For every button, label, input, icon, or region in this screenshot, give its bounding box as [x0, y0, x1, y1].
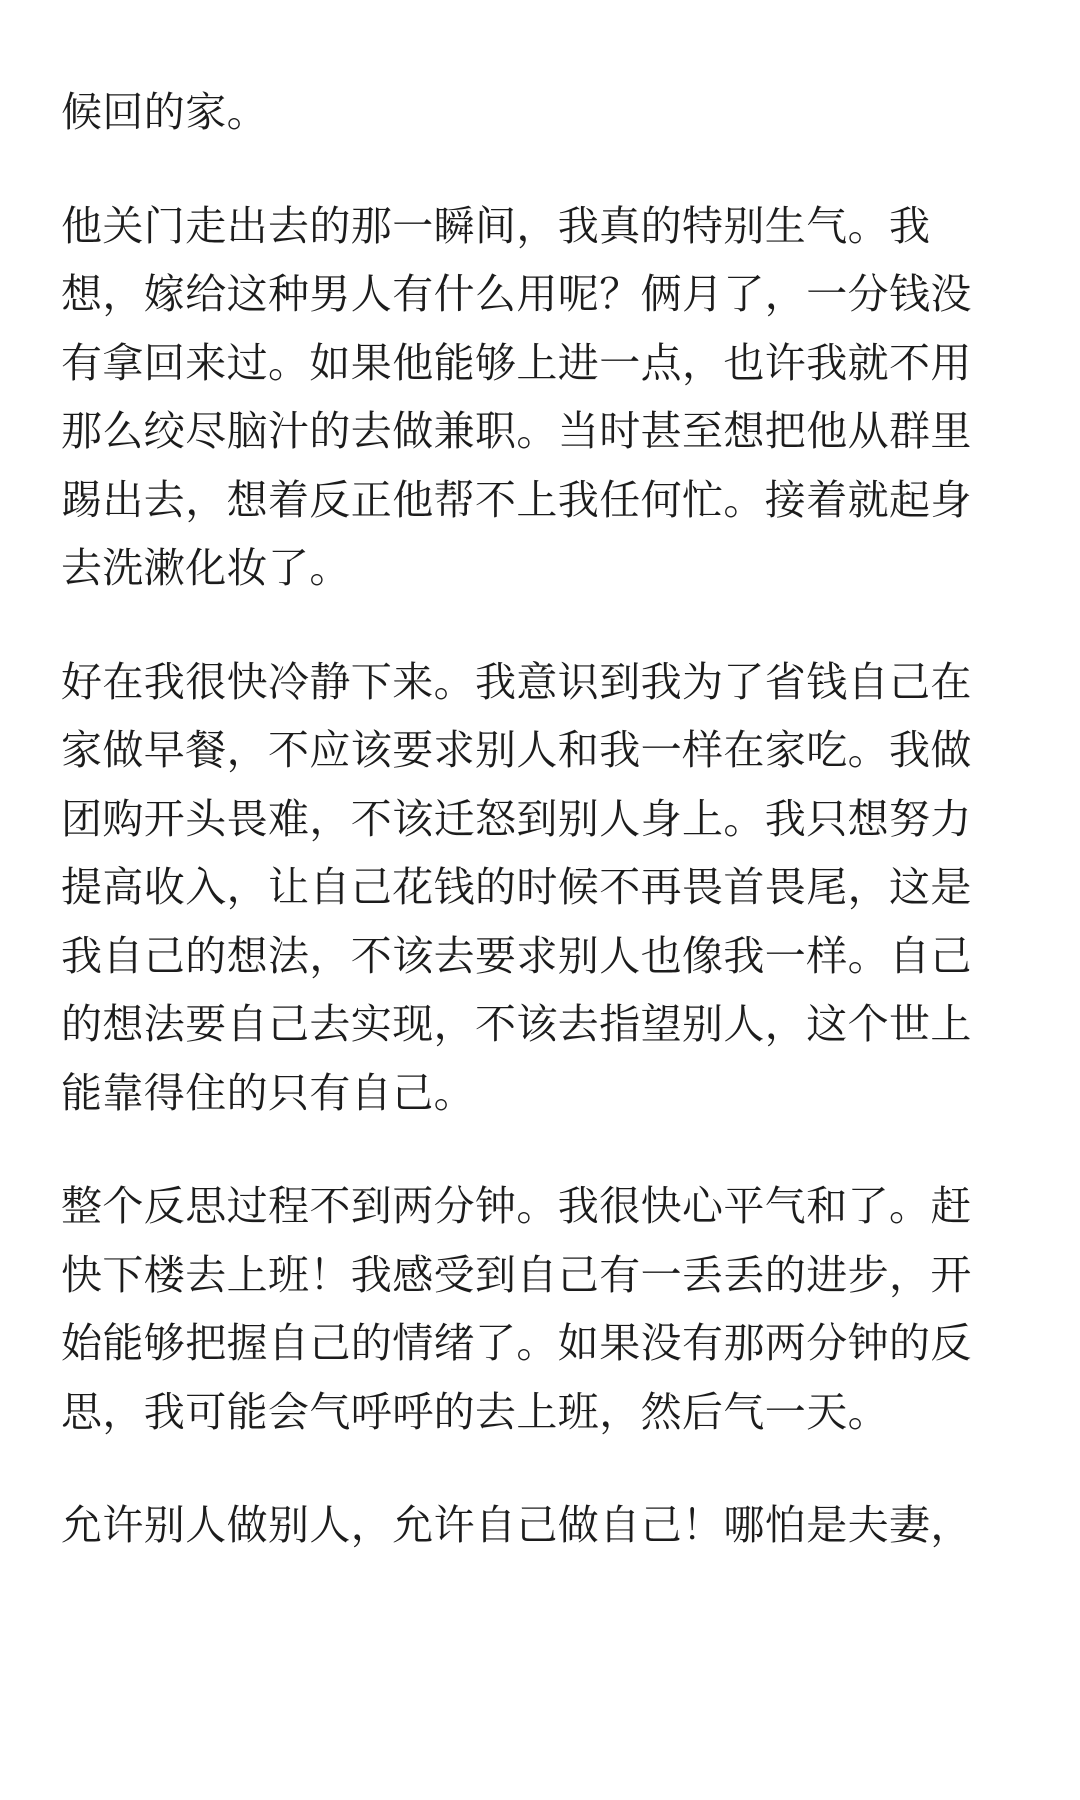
- text-line: 我自己的想法，不该去要求别人也像我一样。自己: [61, 931, 972, 980]
- text-line: 快下楼去上班！我感受到自己有一丢丢的进步，开: [61, 1250, 972, 1299]
- text-line: 想，嫁给这种男人有什么用呢？俩月了，一分钱没: [61, 270, 972, 318]
- text-line: 他关门走出去的那一瞬间，我真的特别生气。我: [61, 201, 931, 250]
- text-line: 整个反思过程不到两分钟。我很快心平气和了。赶: [61, 1182, 972, 1230]
- text-line: 家做早餐，不应该要求别人和我一样在家吃。我做: [61, 726, 972, 774]
- text-line: 允许别人做别人，允许自己做自己！哪怕是夫妻，: [61, 1501, 972, 1549]
- text-line: 有拿回来过。如果他能够上进一点，也许我就不用: [61, 338, 972, 387]
- text-line: 团购开头畏难，不该迁怒到别人身上。我只想努力: [61, 794, 972, 843]
- paragraph-5: [61, 1491, 1026, 1560]
- paragraph-3: [61, 648, 1026, 1128]
- text-line: 候回的家。: [61, 88, 268, 136]
- text-line: 那么绞尽脑汁的去做兼职。当时甚至想把他从群里: [61, 407, 972, 455]
- text-line: 思，我可能会气呼呼的去上班，然后气一天。: [61, 1387, 889, 1436]
- paragraph-1: [61, 78, 1026, 147]
- text-line: 踢出去，想着反正他帮不上我任何忙。接着就起身: [61, 475, 972, 524]
- text-line: 的想法要自己去实现，不该去指望别人，这个世上: [61, 1000, 972, 1048]
- text-line: 去洗漱化妆了。: [61, 544, 351, 592]
- text-line: 好在我很快冷静下来。我意识到我为了省钱自己在: [61, 657, 972, 706]
- text-line: 始能够把握自己的情绪了。如果没有那两分钟的反: [61, 1319, 972, 1367]
- text-line: 提高收入，让自己花钱的时候不再畏首畏尾，这是: [61, 863, 972, 911]
- article-body: [61, 78, 1026, 1605]
- paragraph-2: [61, 192, 1026, 603]
- text-line: 能靠得住的只有自己。: [61, 1068, 475, 1117]
- paragraph-4: [61, 1172, 1026, 1446]
